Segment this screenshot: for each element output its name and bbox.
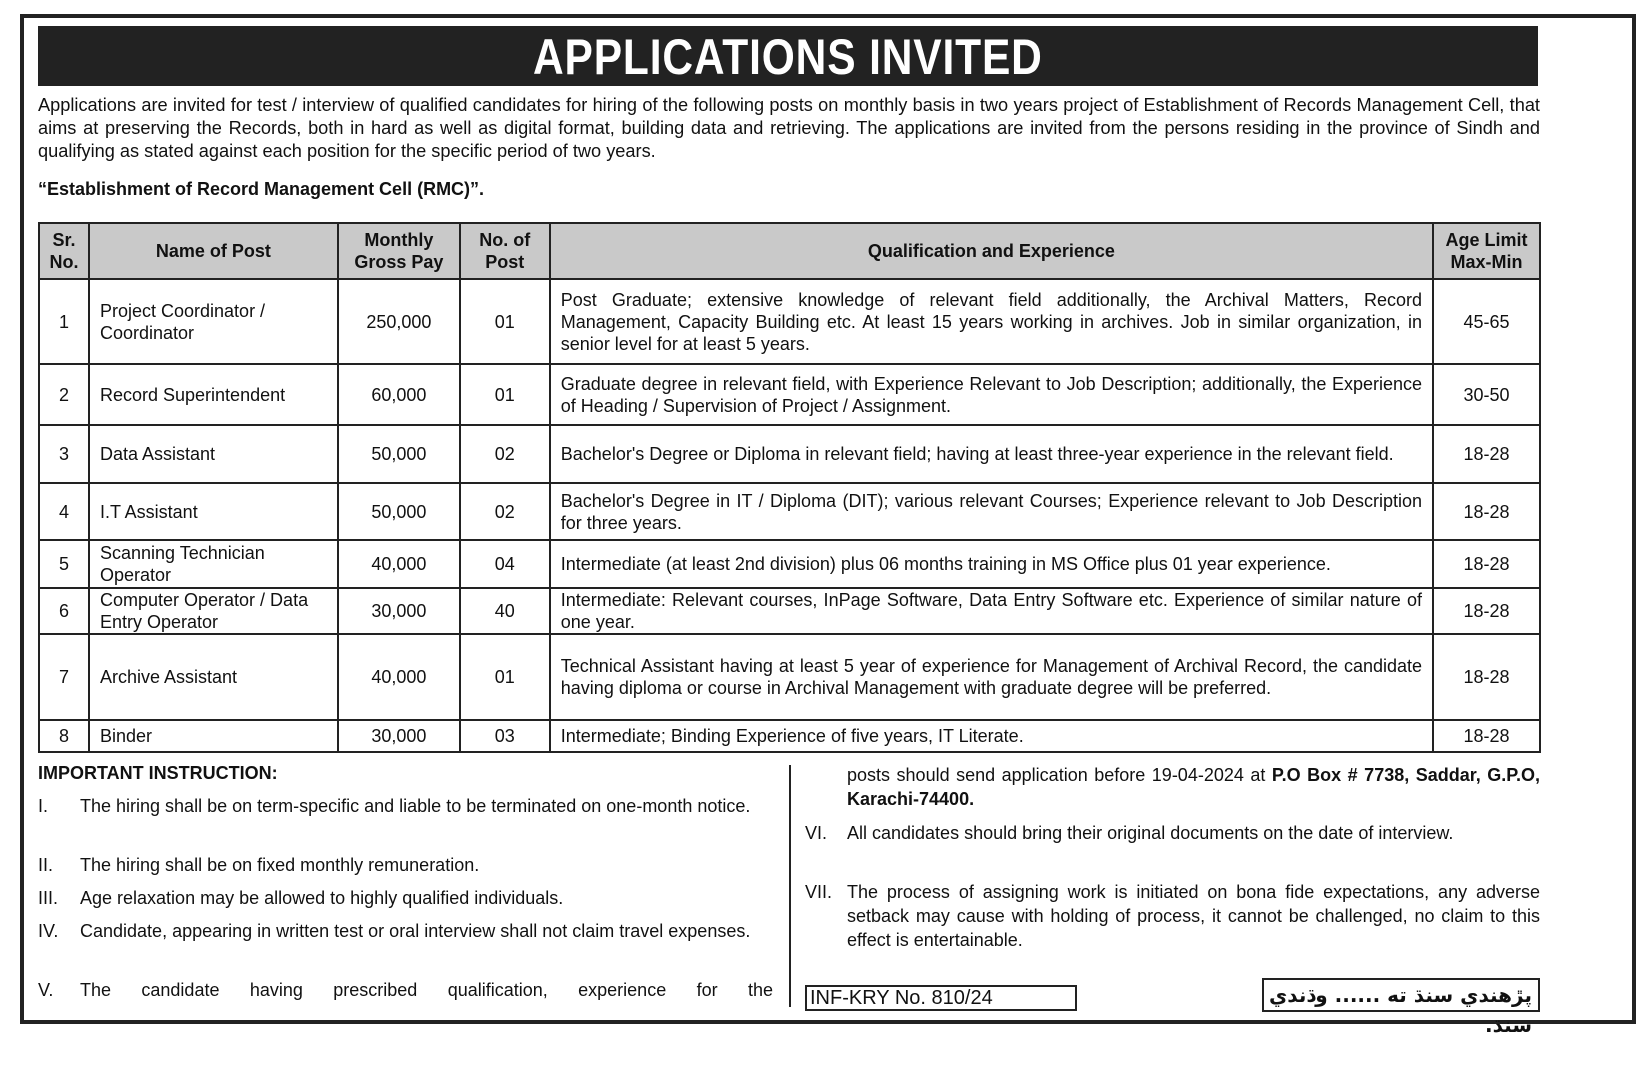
cell-qualification: Intermediate (at least 2nd division) plus 06 months training in MS Office plus 01 year experience. <box>550 540 1433 588</box>
instruction-item <box>805 763 1540 811</box>
instruction-number: V. <box>38 980 54 1000</box>
posts-table <box>38 222 1541 753</box>
cell-pay: 250,000 <box>338 279 460 364</box>
header-post: Name of Post <box>89 223 338 279</box>
instruction-number: VII. <box>805 882 833 902</box>
instruction-text-body: The process of assigning work is initiated on bona fide expectations, any adverse setback may cause with holding of process, it cannot be challenged, no claim to this effect is entertainable. <box>847 882 1540 950</box>
header-qualification: Qualification and Experience <box>550 223 1433 279</box>
cell-sr: 2 <box>39 364 89 425</box>
instruction-number <box>805 763 847 811</box>
cell-sr: 7 <box>39 634 89 720</box>
instruction-text-body: The candidate having prescribed qualification, experience for the <box>80 980 773 1000</box>
instruction-item <box>805 821 1540 845</box>
instruction-item <box>38 794 773 818</box>
address: P.O Box # 7738, Saddar, G.P.O, Karachi-74400. <box>847 765 1540 809</box>
table-row <box>39 540 1540 588</box>
cell-post: I.T Assistant <box>89 483 338 540</box>
cell-age: 18-28 <box>1433 720 1540 752</box>
cell-sr: 6 <box>39 588 89 634</box>
cell-pay: 50,000 <box>338 483 460 540</box>
instruction-text-body: The hiring shall be on fixed monthly remuneration. <box>80 855 480 875</box>
cell-count: 02 <box>460 483 550 540</box>
cell-pay: 40,000 <box>338 634 460 720</box>
table-row <box>39 279 1540 364</box>
cell-post: Scanning Technician Operator <box>89 540 338 588</box>
table-row <box>39 425 1540 483</box>
instruction-item <box>38 886 773 910</box>
cell-pay: 40,000 <box>338 540 460 588</box>
cell-count: 04 <box>460 540 550 588</box>
page-title <box>38 26 1538 86</box>
cell-qualification: Technical Assistant having at least 5 year of experience for Management of Archival Record, the candidate having diploma or course in Archival Management with graduate degree will be preferred. <box>550 634 1433 720</box>
instruction-number: VI. <box>805 823 828 843</box>
cell-count: 01 <box>460 364 550 425</box>
cell-count: 03 <box>460 720 550 752</box>
cell-post: Record Superintendent <box>89 364 338 425</box>
table-row <box>39 720 1540 752</box>
cell-age: 18-28 <box>1433 634 1540 720</box>
instruction-text <box>847 821 1540 845</box>
cell-count: 02 <box>460 425 550 483</box>
instruction-text <box>80 886 773 910</box>
cell-qualification: Intermediate: Relevant courses, InPage Software, Data Entry Software etc. Experience of similar nature of one year. <box>550 588 1433 634</box>
instruction-text-body: Candidate, appearing in written test or oral interview shall not claim travel expenses. <box>80 921 751 941</box>
cell-age: 45-65 <box>1433 279 1540 364</box>
cell-pay: 50,000 <box>338 425 460 483</box>
instruction-text <box>847 763 1540 811</box>
instruction-number: II. <box>38 855 54 875</box>
table-header <box>39 223 1540 279</box>
cell-age: 18-28 <box>1433 588 1540 634</box>
cell-sr: 5 <box>39 540 89 588</box>
cell-pay: 30,000 <box>338 588 460 634</box>
instructions-heading: IMPORTANT INSTRUCTION: <box>38 763 278 783</box>
title-text: APPLICATIONS INVITED <box>533 29 1043 85</box>
instruction-text <box>80 853 773 877</box>
intro-paragraph: Applications are invited for test / interview of qualified candidates for hiring of the following posts on monthly basis in two years project of Establishment of Records Management Cell, that aims at preserving the Records, both in hard as well as digital format, building data and retrieving. The applications are invited from the persons residing in the province of Sindh and qualifying as stated against each position for the specific period of two years. <box>38 95 1540 161</box>
cell-post: Computer Operator / Data Entry Operator <box>89 588 338 634</box>
cell-count: 40 <box>460 588 550 634</box>
instruction-number: I. <box>38 796 49 816</box>
instruction-text <box>80 794 773 818</box>
cell-age: 18-28 <box>1433 540 1540 588</box>
cell-age: 18-28 <box>1433 425 1540 483</box>
table-row <box>39 483 1540 540</box>
header-sr: Sr. No. <box>39 223 89 279</box>
instruction-item <box>38 853 773 877</box>
sindhi-slogan: پڙهندي سنڌ ته ...... وڌندي سنڌ. <box>1262 978 1540 1012</box>
cell-sr: 8 <box>39 720 89 752</box>
cell-count: 01 <box>460 634 550 720</box>
instruction-item <box>805 880 1540 952</box>
cell-qualification: Bachelor's Degree in IT / Diploma (DIT); various relevant Courses; Experience relevant to Job Description for three years. <box>550 483 1433 540</box>
cell-pay: 30,000 <box>338 720 460 752</box>
cell-age: 18-28 <box>1433 483 1540 540</box>
instruction-text-body: The hiring shall be on term-specific and liable to be terminated on one-month notice. <box>80 796 751 816</box>
instruction-text-body: posts should send application before 19-04-2024 at <box>847 765 1272 785</box>
cell-post: Project Coordinator / Coordinator <box>89 279 338 364</box>
cell-age: 30-50 <box>1433 364 1540 425</box>
column-divider <box>789 765 791 1007</box>
reference-number: INF-KRY No. 810/24 <box>805 985 1077 1011</box>
table-row <box>39 588 1540 634</box>
cell-sr: 1 <box>39 279 89 364</box>
instruction-text <box>80 919 773 943</box>
project-subtitle: “Establishment of Record Management Cell (RMC)”. <box>38 179 485 199</box>
cell-post: Archive Assistant <box>89 634 338 720</box>
cell-qualification: Graduate degree in relevant field, with Experience Relevant to Job Description; additionally, the Experience of Heading / Supervision of Project / Assignment. <box>550 364 1433 425</box>
header-count: No. of Post <box>460 223 550 279</box>
instruction-number: IV. <box>38 921 59 941</box>
header-pay: Monthly Gross Pay <box>338 223 460 279</box>
instruction-item <box>38 919 773 943</box>
instruction-text <box>80 978 773 1002</box>
cell-sr: 4 <box>39 483 89 540</box>
cell-pay: 60,000 <box>338 364 460 425</box>
cell-qualification: Bachelor's Degree or Diploma in relevant field; having at least three-year experience in the relevant field. <box>550 425 1433 483</box>
instruction-number: III. <box>38 888 59 908</box>
table-row <box>39 634 1540 720</box>
cell-qualification: Intermediate; Binding Experience of five years, IT Literate. <box>550 720 1433 752</box>
instruction-text-body: Age relaxation may be allowed to highly qualified individuals. <box>80 888 564 908</box>
header-age: Age Limit Max-Min <box>1433 223 1540 279</box>
cell-sr: 3 <box>39 425 89 483</box>
cell-post: Data Assistant <box>89 425 338 483</box>
instruction-item <box>38 978 773 1002</box>
instruction-text <box>847 880 1540 952</box>
instruction-text-body: All candidates should bring their original documents on the date of interview. <box>847 823 1454 843</box>
table-row <box>39 364 1540 425</box>
cell-count: 01 <box>460 279 550 364</box>
cell-qualification: Post Graduate; extensive knowledge of relevant field additionally, the Archival Matters, Record Management, Capacity Building etc. At least 15 years working in archives. Job in similar organization, in senior level for at least 5 years. <box>550 279 1433 364</box>
cell-post: Binder <box>89 720 338 752</box>
